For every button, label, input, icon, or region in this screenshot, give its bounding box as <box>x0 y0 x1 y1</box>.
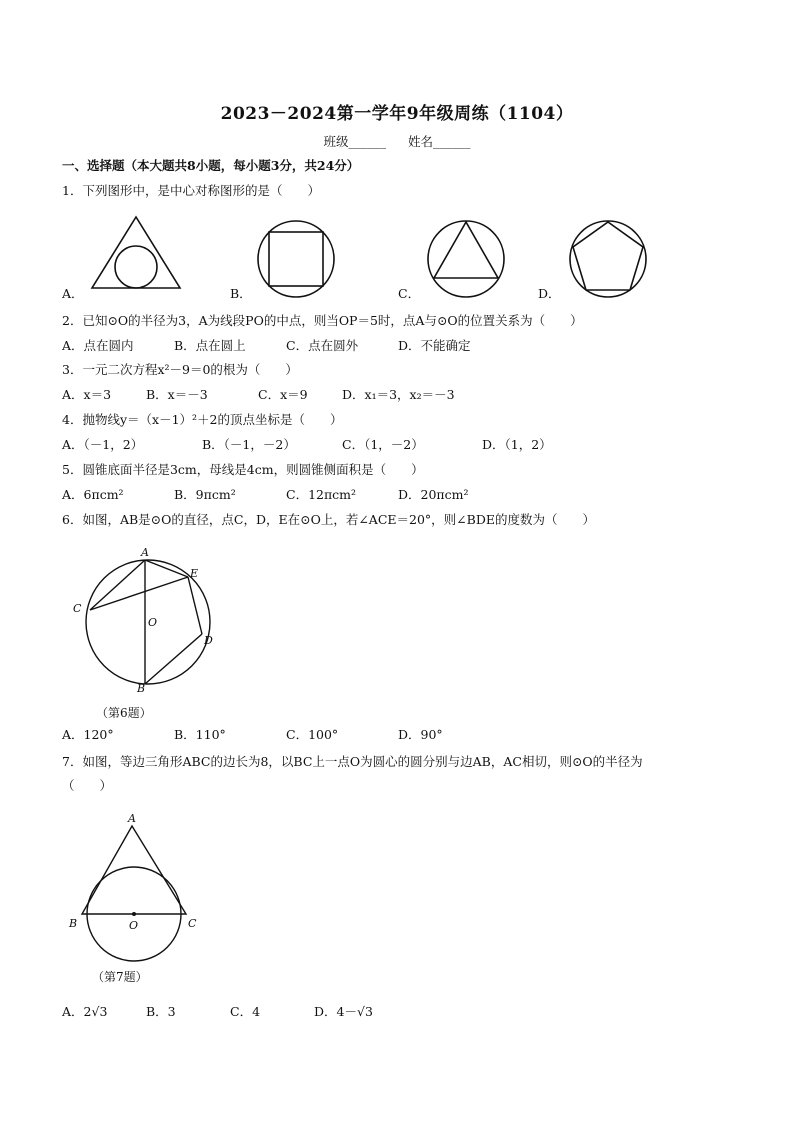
q5-option-c[interactable]: C．12πcm² <box>286 487 357 502</box>
q6-label-o: O <box>148 616 158 629</box>
q6-label-b: B <box>137 682 146 695</box>
q7-stem-line1: 7．如图，等边三角形ABC的边长为8，以BC上一点O为圆心的圆分别与边AB，AC相切，则⊙O的半径为 <box>62 754 643 769</box>
q6-option-d[interactable]: D．90° <box>398 727 443 742</box>
q5-stem: 5．圆锥底面半径是3cm，母线是4cm，则圆锥侧面积是（ ） <box>62 462 424 477</box>
q7-label-a: A <box>128 812 136 825</box>
q7-label-c: C <box>188 917 197 930</box>
q2-stem: 2．已知⊙O的半径为3，A为线段PO的中点，则当OP＝5时，点A与⊙O的位置关系为（ ） <box>62 313 583 328</box>
q6-label-c: C <box>73 602 82 615</box>
q6-caption: （第6题） <box>96 706 152 720</box>
q3-stem: 3．一元二次方程x²－9＝0的根为（ ） <box>62 362 298 377</box>
student-info <box>0 132 794 150</box>
q6-option-b[interactable]: B．110° <box>174 727 226 742</box>
q6-label-d: D <box>204 634 213 647</box>
q2-option-c[interactable]: C．点在圆外 <box>286 338 359 353</box>
q4-option-a[interactable]: A．（－1，2） <box>62 437 144 452</box>
q7-stem-line2: （ ） <box>62 778 113 793</box>
q4-stem: 4．抛物线y＝（x－1）²＋2的顶点坐标是（ ） <box>62 412 343 427</box>
q3-option-a[interactable]: A．x＝3 <box>62 387 112 402</box>
q6-option-c[interactable]: C．100° <box>286 727 339 742</box>
q5-option-a[interactable]: A．6πcm² <box>62 487 124 502</box>
q1-option-a[interactable]: A． <box>62 286 84 301</box>
q2-option-a[interactable]: A．点在圆内 <box>62 338 134 353</box>
q6-label-e: E <box>190 567 199 580</box>
q7-figure <box>66 812 206 962</box>
q1-figure-b <box>256 219 336 299</box>
q7-option-b[interactable]: B．3 <box>146 1004 176 1019</box>
q1-option-b[interactable]: B． <box>230 286 252 301</box>
q1-figure-d <box>568 219 648 299</box>
q7-label-b: B <box>69 917 78 930</box>
q5-option-d[interactable]: D．20πcm² <box>398 487 469 502</box>
q2-option-b[interactable]: B．点在圆上 <box>174 338 246 353</box>
q1-figure-a <box>88 214 184 290</box>
q7-option-a[interactable]: A．2√3 <box>62 1004 108 1019</box>
q1-option-c[interactable]: C． <box>398 286 421 301</box>
section-heading: 一、选择题（本大题共8小题，每小题3分，共24分） <box>62 158 360 173</box>
q5-option-b[interactable]: B．9πcm² <box>174 487 236 502</box>
q4-option-c[interactable]: C．（1，－2） <box>342 437 424 452</box>
q1-option-d[interactable]: D． <box>538 286 561 301</box>
q7-option-c[interactable]: C．4 <box>230 1004 261 1019</box>
q1-stem: 1．下列图形中，是中心对称图形的是（ ） <box>62 183 320 198</box>
q7-option-d[interactable]: D．4－√3 <box>314 1004 373 1019</box>
q6-stem: 6．如图，AB是⊙O的直径，点C，D，E在⊙O上，若∠ACE＝20°，则∠BDE的度数为（ ） <box>62 512 595 527</box>
q1-figure-c <box>426 219 506 299</box>
class-field: 班级______ <box>323 134 387 149</box>
q6-option-a[interactable]: A．120° <box>62 727 114 742</box>
q4-option-b[interactable]: B．（－1，－2） <box>202 437 296 452</box>
q2-option-d[interactable]: D．不能确定 <box>398 338 471 353</box>
q3-option-d[interactable]: D．x₁＝3，x₂＝－3 <box>342 387 455 402</box>
q4-option-d[interactable]: D．（1，2） <box>482 437 552 452</box>
name-field: 姓名______ <box>407 134 471 149</box>
q7-label-o: O <box>129 919 139 932</box>
q7-caption: （第7题） <box>92 970 148 984</box>
q6-label-a: A <box>141 546 149 559</box>
q3-option-b[interactable]: B．x＝－3 <box>146 387 208 402</box>
q3-option-c[interactable]: C．x＝9 <box>258 387 308 402</box>
page-title: 2023－2024第一学年9年级周练（1104） <box>220 104 574 124</box>
q6-figure <box>70 544 230 696</box>
